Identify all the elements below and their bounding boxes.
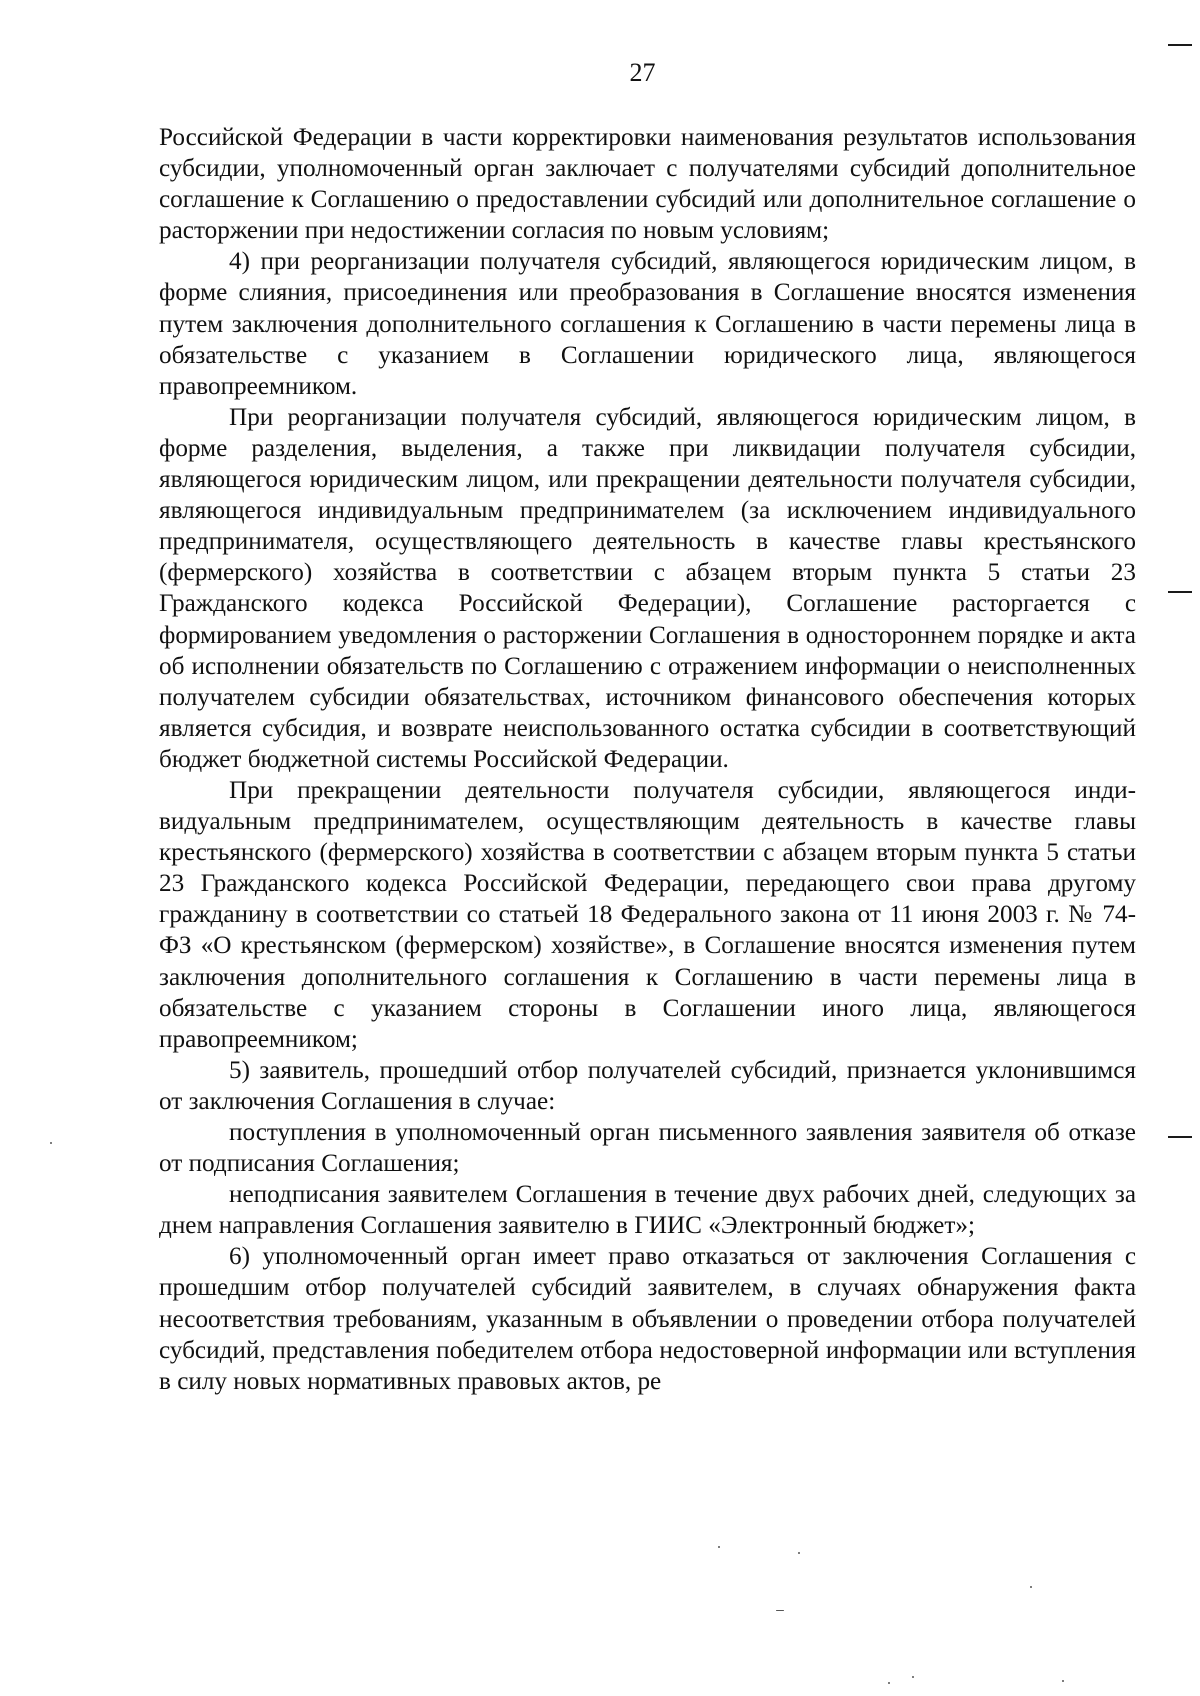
scan-speck xyxy=(888,1682,890,1684)
scan-speck xyxy=(1030,1586,1032,1588)
scan-speck xyxy=(718,1546,720,1548)
paragraph-reorganization: При реорганизации получателя субсидий, являющегося юридическим лицом, в форме разделения, выделения, а также при ликвидации получателя субсидии, являющегося юридическим лицом, или прекращении деятельности получателя субсидии, являющегося индивидуальным предпринимателем (за исключением индивидуального предпринимателя, осуществляющего деятельность в качестве главы крестьянского (фермерского) хозяйства в соответствии с абзацем вторым пункта 5 статьи 23 Гражданского кодекса Российской Федерации), Соглашение расторгается с формированием уведомления о расторжении Соглашения в одностороннем порядке и акта об исполнении обязательств по Соглашению с отражением информации о неисполненных получателем субсидии обязательствах, источником финансового обеспечения которых является субсидия, и возврате неиспользованного остатка субсидии в соответствующий бюджет бюджетной системы Российской Федерации. xyxy=(159,403,1136,773)
paragraph-termination: При прекращении деятельности получателя субсидии, являющегося индивидуальным предпринимателем, осуществляющим деятельность в качестве главы крестьянского (фермерского) хозяйства в соответствии с абзацем вторым пункта 5 статьи 23 Гражданского кодекса Российской Федерации, передающего свои права другому гражданину в соответствии со статьей 18 Федерального закона от 11 июня 2003 г. № 74-ФЗ «О крестьянском (фермерском) хозяйстве», в Соглашение вносятся изменения путем заключения дополнительного соглашения к Соглашению в части перемены лица в обязательстве с указанием стороны в Соглашении иного лица, являющегося правопреемником; xyxy=(159,776,1136,1053)
scan-speck xyxy=(798,1552,800,1554)
document-body xyxy=(159,122,1136,1397)
paragraph-continuation: Российской Федерации в части корректировки наименования результатов использования субсидии, уполномоченный орган заключает с получателями субсидий дополнительное соглашение к Соглашению о предоставлении субсидий или дополнительное соглашение о расторжении при недостижении согласия по новым условиям; xyxy=(159,124,1136,245)
margin-mark xyxy=(1168,1136,1192,1138)
paragraph-item-5: 5) заявитель, прошедший отбор получателей субсидий, признается уклонившимся от заключения Соглашения в случае: xyxy=(159,1056,1136,1115)
scan-speck xyxy=(1062,1680,1064,1682)
paragraph-item-6: 6) уполномоченный орган имеет право отказаться от заключения Соглашения с прошедшим отбор получателей субсидий заявителем, в случаях обнаружения факта несоответствия требованиям, указанным в объявлении о проведении отбора получателей субсидий, представления победителем отбора недостоверной информации или вступления в силу новых нормативных правовых актов, ре xyxy=(159,1243,1136,1395)
margin-mark xyxy=(1168,44,1192,46)
scan-speck xyxy=(776,1610,784,1611)
scan-speck xyxy=(50,1142,52,1144)
page-number: 27 xyxy=(629,58,656,87)
paragraph-written-refusal: поступления в уполномоченный орган письменного заявления заявителя об отказе от подписания Соглашения; xyxy=(159,1119,1136,1178)
paragraph-not-signed: неподписания заявителем Соглашения в течение двух рабочих дней, следующих за днем направления Соглашения заявителю в ГИИС «Электронный бюджет»; xyxy=(159,1181,1136,1240)
margin-mark xyxy=(1168,591,1192,593)
scan-speck xyxy=(912,1676,914,1678)
paragraph-item-4: 4) при реорганизации получателя субсидий, являющегося юридическим лицом, в форме слияния, присоединения или преобразования в Соглашение вносятся изменения путем заключения дополнительного соглашения к Соглашению в части перемены лица в обязательстве с указанием в Соглашении юридического лица, являющегося правопреемником. xyxy=(159,248,1136,400)
